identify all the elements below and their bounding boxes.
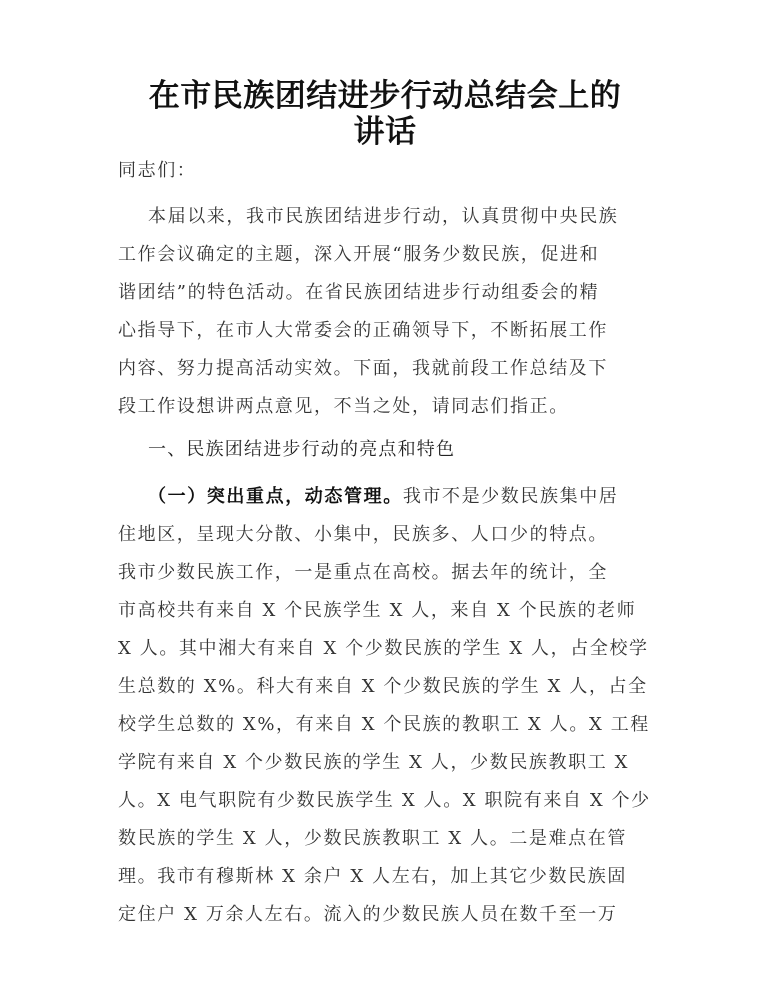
paragraph-line: 内容、努力提高活动实效。下面，我就前段工作总结及下 (118, 358, 608, 379)
section-heading: 一、民族团结进步行动的亮点和特色 (148, 439, 456, 460)
paragraph-line: 心指导下，在市人大常委会的正确领导下，不断拓展工作 (118, 320, 608, 341)
subsection-heading: （一）突出重点，动态管理。 (148, 486, 403, 507)
paragraph-line: 工作会议确定的主题，深入开展“服务少数民族，促进和 (118, 244, 600, 265)
paragraph-line: 校学生总数的 X%，有来自 X 个民族的教职工 X 人。X 工程 (118, 714, 650, 735)
paragraph-line: 本届以来，我市民族团结进步行动，认真贯彻中央民族 (148, 206, 619, 227)
title-line-2: 讲话 (353, 114, 417, 150)
paragraph-line: 生总数的 X%。科大有来自 X 个少数民族的学生 X 人，占全 (118, 676, 648, 697)
subsection-first-line (118, 486, 654, 508)
document-title (110, 78, 660, 150)
paragraph-line: 理。我市有穆斯林 X 余户 X 人左右，加上其它少数民族固 (118, 866, 627, 887)
greeting: 同志们： (118, 160, 197, 181)
paragraph-line: 市高校共有来自 X 个民族学生 X 人，来自 X 个民族的老师 (118, 600, 637, 621)
title-line-1: 在市民族团结进步行动总结会上的 (148, 78, 622, 114)
paragraph-line: 段工作设想讲两点意见，不当之处，请同志们指正。 (118, 396, 569, 417)
paragraph-line: 数民族的学生 X 人，少数民族教职工 X 人。二是难点在管 (118, 828, 627, 849)
paragraph-line: 人。X 电气职院有少数民族学生 X 人。X 职院有来自 X 个少 (118, 790, 651, 811)
paragraph-line: 我市少数民族工作，一是重点在高校。据去年的统计，全 (118, 562, 608, 583)
subsection-text: 我市不是少数民族集中居 (402, 486, 619, 507)
paragraph-line: 定住户 X 万余人左右。流入的少数民族人员在数千至一万 (118, 904, 618, 925)
paragraph-line: 住地区，呈现大分散、小集中，民族多、人口少的特点。 (118, 524, 608, 545)
paragraph-line: X 人。其中湘大有来自 X 个少数民族的学生 X 人，占全校学 (118, 638, 649, 659)
paragraph-line: 谐团结”的特色活动。在省民族团结进步行动组委会的精 (118, 282, 600, 303)
paragraph-line: 学院有来自 X 个少数民族的学生 X 人，少数民族教职工 X (118, 752, 630, 773)
